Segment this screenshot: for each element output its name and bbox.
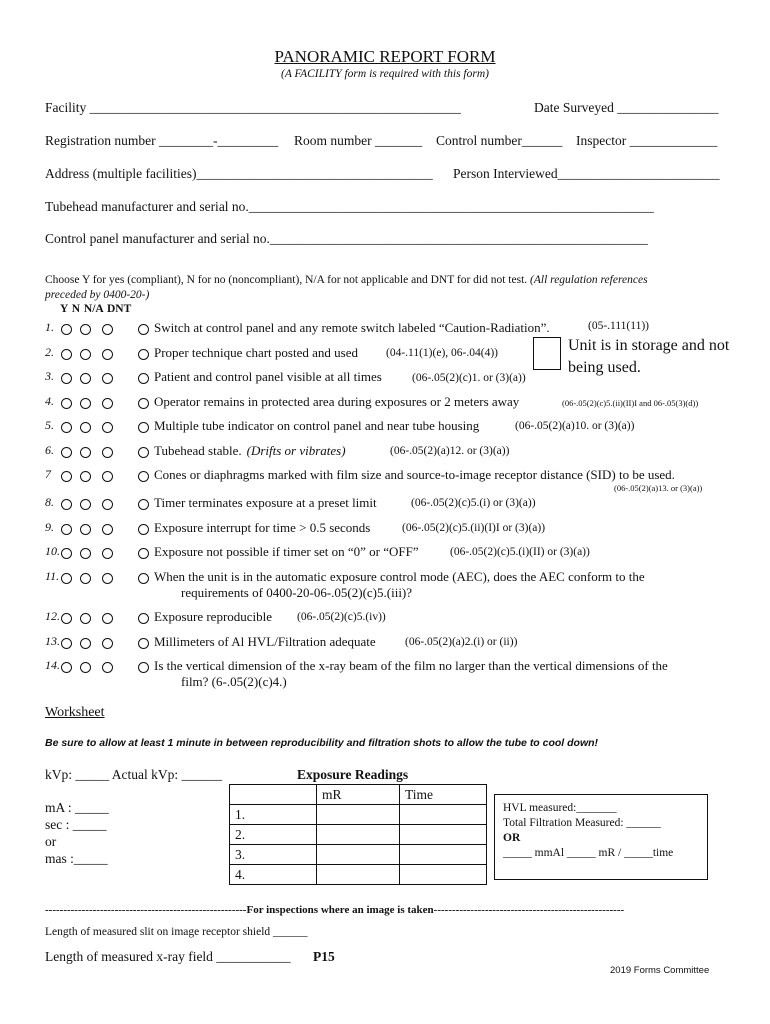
no-radio[interactable]	[80, 373, 91, 384]
mas-field[interactable]: mas :_____	[45, 851, 108, 866]
question-text: Millimeters of Al HVL/Filtration adequate	[154, 634, 376, 649]
na-radio[interactable]	[102, 447, 113, 458]
question-number: 10.	[45, 544, 60, 558]
yes-radio[interactable]	[61, 398, 72, 409]
mr-cell[interactable]	[317, 805, 400, 825]
control-panel-field[interactable]: Control panel manufacturer and serial no.________________________________________________________	[45, 231, 648, 246]
na-radio[interactable]	[102, 662, 113, 673]
registration-field[interactable]: Registration number ________-_________	[45, 133, 279, 148]
regulation-reference: (06-.05(2)(c)5.(i)(II) or (3)(a))	[450, 546, 590, 558]
or-label: or	[45, 834, 57, 849]
question-number: 8.	[45, 495, 54, 509]
na-radio[interactable]	[102, 422, 113, 433]
dnt-radio[interactable]	[138, 471, 149, 482]
table-row	[230, 845, 487, 865]
question-number: 5.	[45, 418, 54, 432]
question-text: When the unit is in the automatic exposure control mode (AEC), does the AEC conform to the	[154, 569, 645, 584]
na-radio[interactable]	[102, 349, 113, 360]
dnt-radio[interactable]	[138, 638, 149, 649]
regulation-reference: (06-.05(2)(a)10. or (3)(a))	[515, 420, 635, 432]
na-radio[interactable]	[102, 398, 113, 409]
question-text: Exposure not possible if timer set on “0” or “OFF”	[154, 544, 419, 559]
row-label: 1.	[230, 805, 317, 825]
question-text: Operator remains in protected area during exposures or 2 meters away	[154, 394, 520, 409]
na-radio[interactable]	[102, 471, 113, 482]
ma-field[interactable]: mA : _____	[45, 800, 109, 815]
dnt-radio[interactable]	[138, 447, 149, 458]
no-radio[interactable]	[80, 548, 91, 559]
question-text: Timer terminates exposure at a preset limit	[154, 495, 377, 510]
question-number: 13.	[45, 634, 60, 648]
total-filtration-field[interactable]: Total Filtration Measured: ______	[503, 817, 661, 829]
cooldown-warning: Be sure to allow at least 1 minute in between reproducibility and filtration shots to allow the tube to cool down!	[45, 737, 599, 749]
xray-field-length-field[interactable]: Length of measured x-ray field ___________	[45, 949, 291, 964]
yes-radio[interactable]	[61, 662, 72, 673]
table-row	[230, 805, 487, 825]
forms-committee: 2019 Forms Committee	[610, 965, 710, 976]
regulation-reference: (06-.05(2)(a)12. or (3)(a))	[390, 445, 510, 457]
question-text: Is the vertical dimension of the x-ray beam of the film no larger than the vertical dimensions of the	[154, 658, 668, 673]
dnt-radio[interactable]	[138, 524, 149, 535]
no-radio[interactable]	[80, 422, 91, 433]
na-radio[interactable]	[102, 548, 113, 559]
yes-radio[interactable]	[61, 373, 72, 384]
slit-length-field[interactable]: Length of measured slit on image receptor shield ______	[45, 926, 308, 938]
worksheet-heading: Worksheet	[45, 705, 105, 720]
question-number: 7	[45, 467, 51, 481]
dnt-radio[interactable]	[138, 499, 149, 510]
na-radio[interactable]	[102, 573, 113, 584]
question-number: 1.	[45, 320, 54, 334]
question-text: Multiple tube indicator on control panel and near tube housing	[154, 418, 480, 433]
no-radio[interactable]	[80, 398, 91, 409]
time-header: Time	[400, 785, 487, 805]
inspector-field[interactable]: Inspector _____________	[576, 133, 718, 148]
question-number: 11.	[45, 569, 60, 583]
yes-radio[interactable]	[61, 324, 72, 335]
question-text-continued: requirements of 0400-20-06-.05(2)(c)5.(iii)?	[181, 585, 413, 600]
question-text: Proper technique chart posted and used	[154, 345, 358, 360]
regulation-reference: (06-.05(2)(a)2.(i) or (ii))	[405, 636, 518, 648]
question-text: Exposure interrupt for time > 0.5 seconds	[154, 520, 371, 535]
date-surveyed-field[interactable]: Date Surveyed _______________	[534, 100, 719, 115]
no-radio[interactable]	[80, 447, 91, 458]
na-radio[interactable]	[102, 324, 113, 335]
mr-cell[interactable]	[317, 865, 400, 885]
dnt-radio[interactable]	[138, 324, 149, 335]
dnt-radio[interactable]	[138, 613, 149, 624]
no-radio[interactable]	[80, 349, 91, 360]
mmal-field[interactable]: _____ mmAl _____ mR / _____time	[503, 847, 674, 859]
question-number: 3.	[45, 369, 54, 383]
sec-field[interactable]: sec : _____	[45, 817, 107, 832]
form-title: PANORAMIC REPORT FORM	[274, 47, 496, 66]
exposure-readings-title: Exposure Readings	[297, 767, 409, 782]
time-cell[interactable]	[400, 825, 487, 845]
regulation-reference: (06-.05(2)(c)5.(i) or (3)(a))	[411, 497, 536, 509]
question-text: Patient and control panel visible at all times	[154, 369, 382, 384]
question-number: 9.	[45, 520, 54, 534]
table-row	[230, 825, 487, 845]
hvl-measured-field[interactable]: HVL measured:_______	[503, 802, 617, 814]
regulation-reference: (06-.05(2)(c)5.(iv))	[297, 611, 386, 623]
yes-radio[interactable]	[61, 499, 72, 510]
regulation-reference: (06-.05(2)(a)13. or (3)(a))	[614, 483, 703, 493]
dnt-radio[interactable]	[138, 548, 149, 559]
storage-note: Unit is in storage and not being used.	[568, 337, 730, 376]
dnt-radio[interactable]	[138, 422, 149, 433]
na-radio[interactable]	[102, 524, 113, 535]
tubehead-field[interactable]: Tubehead manufacturer and serial no.____________________________________________________________	[45, 199, 654, 214]
kvp-field[interactable]: kVp: _____ Actual kVp: ______	[45, 767, 222, 782]
row-label: 2.	[230, 825, 317, 845]
storage-checkbox[interactable]	[533, 337, 561, 370]
no-radio[interactable]	[80, 499, 91, 510]
no-radio[interactable]	[80, 613, 91, 624]
answer-column-headers: Y N N/A DNT	[60, 303, 132, 315]
row-label: 3.	[230, 845, 317, 865]
yes-radio[interactable]	[61, 471, 72, 482]
regulation-reference: (05-.111(11))	[588, 320, 649, 332]
question-number: 4.	[45, 394, 54, 408]
question-number: 14.	[45, 658, 60, 672]
yes-radio[interactable]	[61, 524, 72, 535]
na-radio[interactable]	[102, 499, 113, 510]
hvl-or-label: OR	[503, 832, 521, 844]
question-text-continued: film? (6-.05(2)(c)4.)	[181, 674, 287, 689]
yes-radio[interactable]	[61, 573, 72, 584]
mr-cell[interactable]	[317, 825, 400, 845]
exposure-readings-table	[229, 784, 487, 885]
yes-radio[interactable]	[61, 447, 72, 458]
no-radio[interactable]	[80, 573, 91, 584]
form-subtitle: (A FACILITY form is required with this form)	[281, 68, 489, 80]
no-radio[interactable]	[80, 324, 91, 335]
image-section-divider: -------------------------------------------------------For inspections where an image is taken----------------------------------------------------	[45, 904, 625, 916]
dnt-radio[interactable]	[138, 349, 149, 360]
question-number: 6.	[45, 443, 54, 457]
mr-cell[interactable]	[317, 845, 400, 865]
question-text: Switch at control panel and any remote switch labeled “Caution-Radiation”.	[154, 320, 550, 335]
yes-radio[interactable]	[61, 422, 72, 433]
regulation-reference: (06-.05(2)(c)5.(ii)(II)I and 06-.05(3)(d))	[562, 398, 699, 408]
control-number-field[interactable]: Control number______	[436, 133, 563, 148]
yes-radio[interactable]	[61, 548, 72, 559]
no-radio[interactable]	[80, 662, 91, 673]
page-number: P15	[313, 949, 335, 964]
dnt-radio[interactable]	[138, 373, 149, 384]
table-header	[230, 785, 317, 805]
question-text: Cones or diaphragms marked with film size and source-to-image receptor distance (SID) to be used.	[154, 467, 675, 482]
instructions-line1: Choose Y for yes (compliant), N for no (noncompliant), N/A for not applicable and DNT for did not test. (All regulation references	[45, 274, 648, 286]
question-number: 2.	[45, 345, 54, 359]
no-radio[interactable]	[80, 524, 91, 535]
regulation-reference: (04-.11(1)(e), 06-.04(4))	[386, 347, 498, 359]
question-number: 12.	[45, 609, 60, 623]
yes-radio[interactable]	[61, 349, 72, 360]
na-radio[interactable]	[102, 613, 113, 624]
hvl-box	[494, 794, 708, 880]
address-field[interactable]: Address (multiple facilities)___________________________________	[45, 166, 433, 181]
no-radio[interactable]	[80, 638, 91, 649]
yes-radio[interactable]	[61, 638, 72, 649]
facility-field[interactable]: Facility _______________________________________________________	[45, 100, 461, 115]
regulation-reference: (06-.05(2)(c)1. or (3)(a))	[412, 372, 526, 384]
dnt-radio[interactable]	[138, 662, 149, 673]
time-cell[interactable]	[400, 805, 487, 825]
na-radio[interactable]	[102, 373, 113, 384]
table-row	[230, 865, 487, 885]
regulation-reference: (06-.05(2)(c)5.(ii)(I)I or (3)(a))	[402, 522, 546, 534]
person-interviewed-field[interactable]: Person Interviewed________________________	[453, 166, 720, 181]
time-cell[interactable]	[400, 845, 487, 865]
dnt-radio[interactable]	[138, 398, 149, 409]
yes-radio[interactable]	[61, 613, 72, 624]
dnt-radio[interactable]	[138, 573, 149, 584]
row-label: 4.	[230, 865, 317, 885]
question-text: Exposure reproducible	[154, 609, 273, 624]
no-radio[interactable]	[80, 471, 91, 482]
time-cell[interactable]	[400, 865, 487, 885]
instructions-line2: preceded by 0400-20-)	[45, 289, 150, 301]
mr-header: mR	[317, 785, 400, 805]
room-field[interactable]: Room number _______	[294, 133, 423, 148]
question-text: Tubehead stable. (Drifts or vibrates)	[154, 443, 346, 458]
na-radio[interactable]	[102, 638, 113, 649]
table-header-row	[230, 785, 487, 805]
